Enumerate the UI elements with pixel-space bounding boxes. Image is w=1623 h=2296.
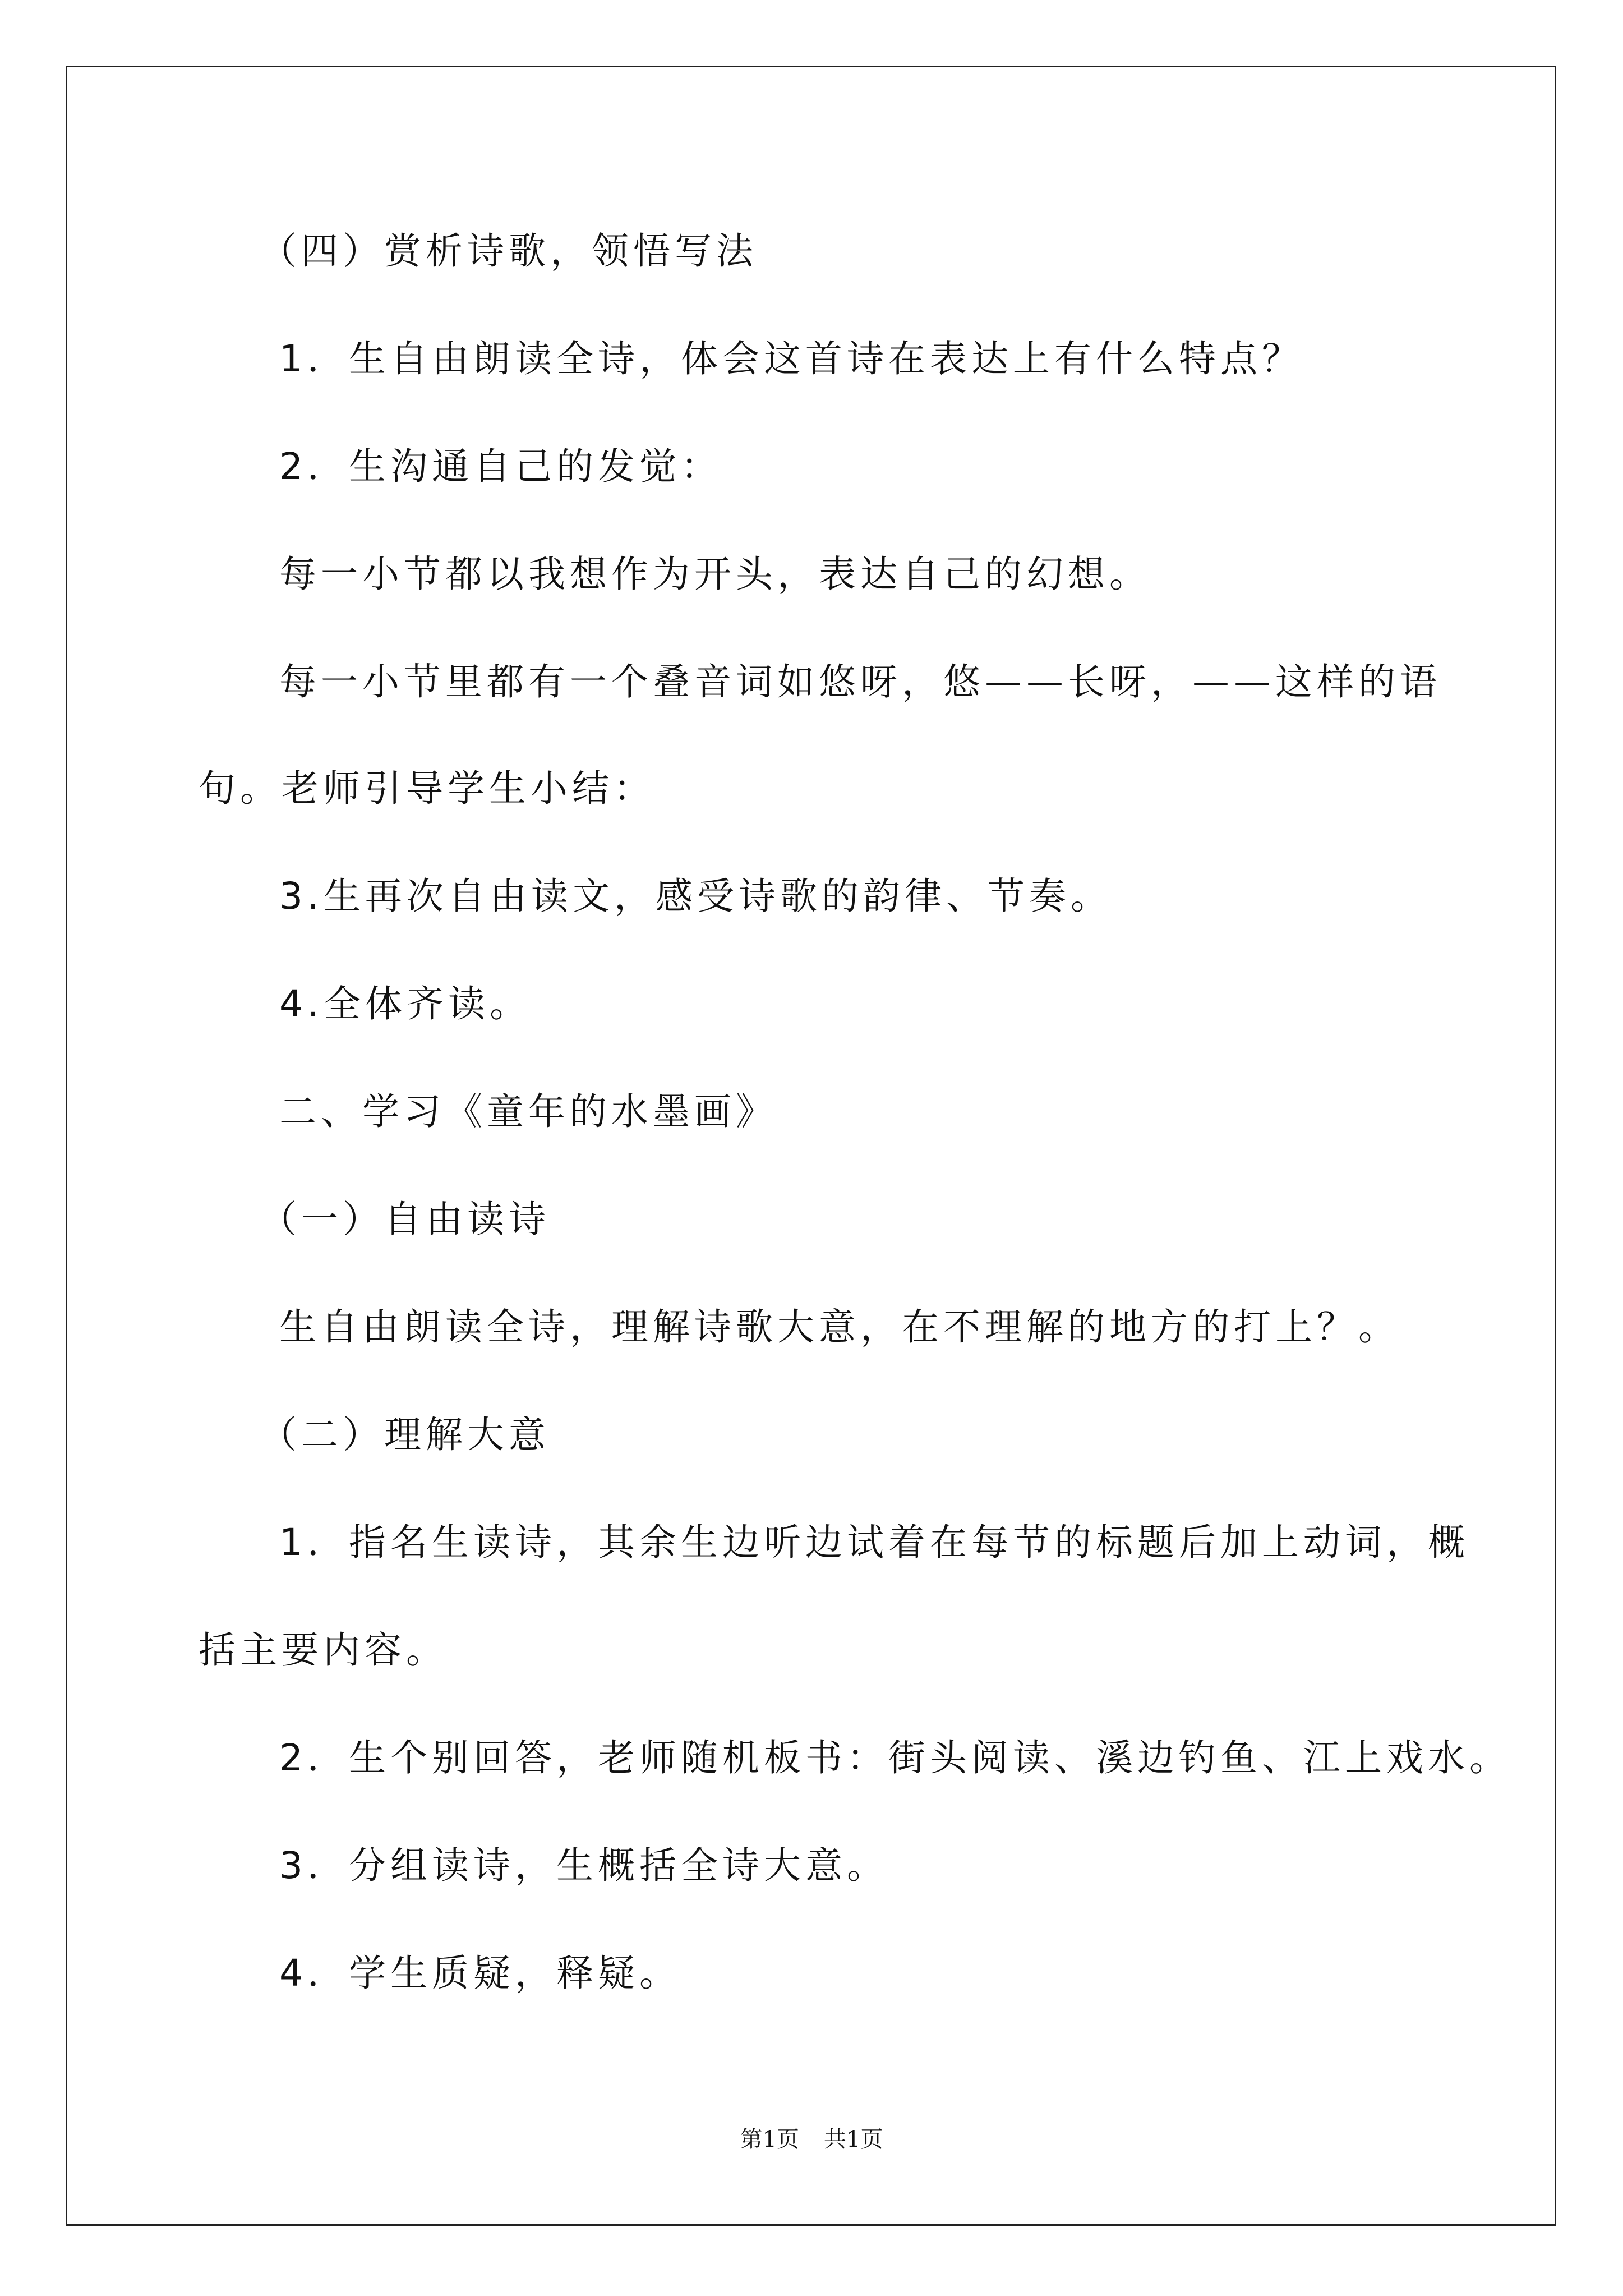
subheading-two: （二）理解大意: [260, 1413, 550, 1456]
paragraph-observation-2-cont: 句。老师引导学生小结：: [199, 767, 655, 810]
page-footer: [0, 2126, 1623, 2153]
paragraph-observation-1: 每一小节都以我想作为开头，表达自己的幻想。: [279, 553, 1151, 596]
paragraph-step-4: 4.全体齐读。: [279, 982, 531, 1025]
paragraph-meaning-2: 2．生个别回答，老师随机板书：街头阅读、溪边钓鱼、江上戏水。: [279, 1736, 1511, 1779]
paragraph-step-1: 1．生自由朗读全诗，体会这首诗在表达上有什么特点？: [279, 337, 1303, 380]
total-pages: 共1页: [824, 2127, 883, 2152]
paragraph-meaning-1-cont: 括主要内容。: [199, 1628, 448, 1672]
subheading-one: （一）自由读诗: [260, 1198, 550, 1241]
paragraph-free-reading: 生自由朗读全诗，理解诗歌大意，在不理解的地方的打上？。: [279, 1305, 1400, 1349]
paragraph-step-3: 3.生再次自由读文，感受诗歌的韵律、节奏。: [279, 875, 1112, 918]
paragraph-observation-2: 每一小节里都有一个叠音词如悠呀，悠——长呀，——这样的语: [279, 660, 1441, 703]
paragraph-meaning-1: 1．指名生读诗，其余生边听边试着在每节的标题后加上动词，概: [279, 1521, 1469, 1564]
section-heading-two: 二、学习《童年的水墨画》: [279, 1090, 777, 1133]
paragraph-meaning-3: 3．分组读诗，生概括全诗大意。: [279, 1844, 888, 1887]
paragraph-step-2: 2．生沟通自己的发觉：: [279, 445, 722, 488]
paragraph-heading-four: （四）赏析诗歌，领悟写法: [260, 229, 758, 273]
page-number: 第1页: [740, 2127, 799, 2152]
paragraph-meaning-4: 4．学生质疑，释疑。: [279, 1952, 681, 1995]
page-border: [66, 66, 1556, 2226]
